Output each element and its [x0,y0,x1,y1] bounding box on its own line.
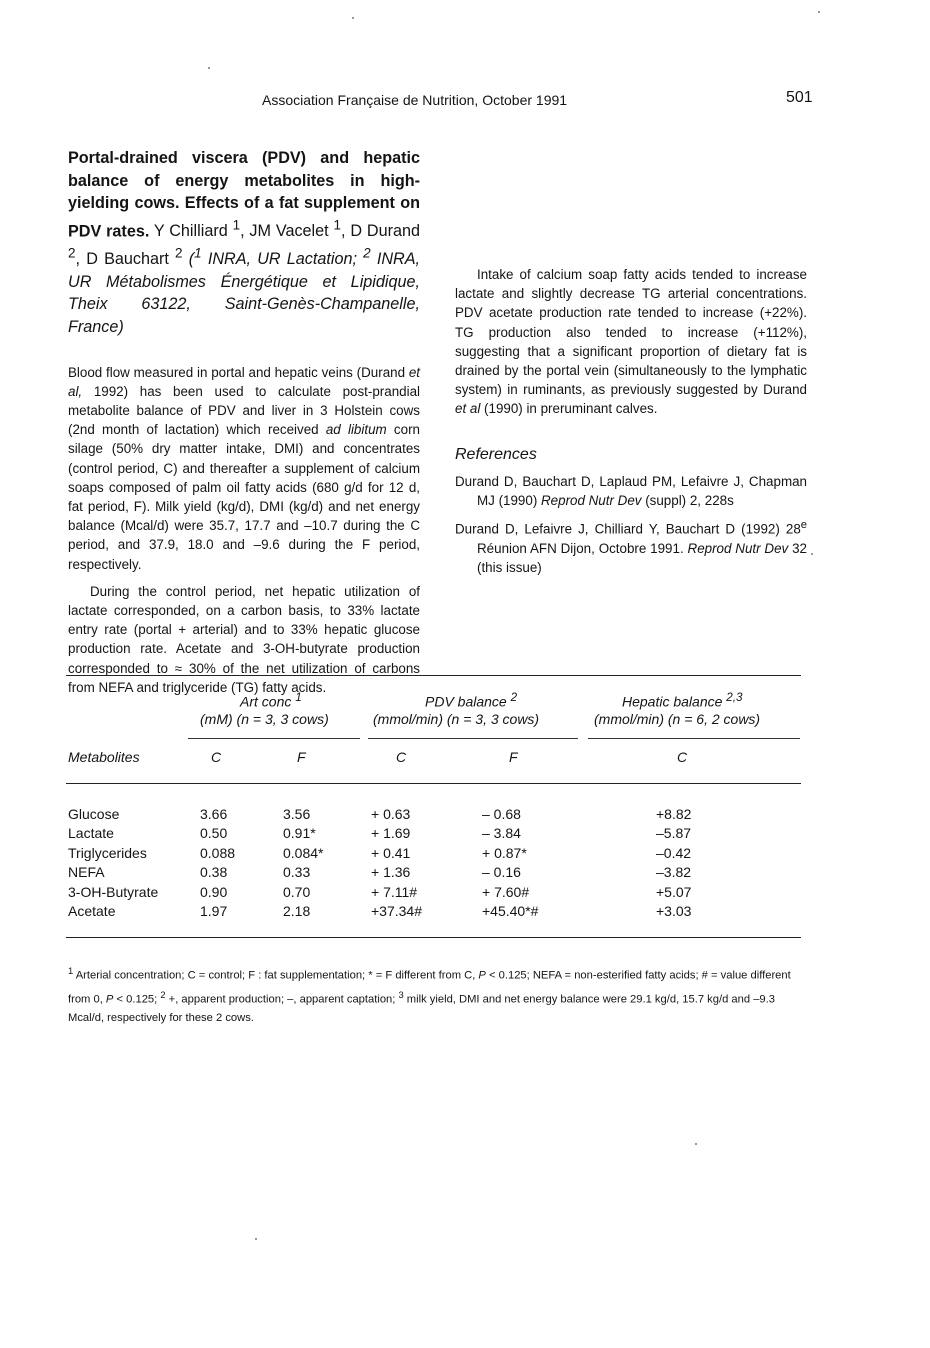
scan-speck [208,67,210,69]
table-cell: +45.40*# [482,903,539,919]
page-number: 501 [786,89,813,106]
table-cell: +5.07 [656,883,692,900]
metabolite-name: Glucose [68,806,120,822]
table-cell: + 0.41 [371,844,411,861]
table-cell: + 0.63 [371,806,411,822]
table-cell: 0.38 [200,864,228,881]
col-label: F [509,749,518,765]
scan-speck [352,17,354,19]
abstract-paragraph: Blood flow measured in portal and hepatic veins (Durand et al, 1992) has been used to calculate post-prandial metabolite balance of PDV and liver in 3 Holstein cows (2nd month of lactation) which received ad libitum corn silage (50% dry matter intake, DMI) and concentrates (control period, C) and thereafter a supplement of calcium soaps composed of palm oil fatty acids (680 g/d for 12 d, fat period, F). Milk yield (kg/d), DMI (kg/d) and net energy balance (Mcal/d) were 35.7, 17.7 and –10.7 during the C period, and 37.9, 18.0 and –9.6 during the F period, respectively. [68,364,420,572]
metabolite-name: Lactate [68,825,114,842]
table-cell: 0.33 [283,864,311,881]
group-subheader-pdv-balance: (mmol/min) (n = 3, 3 cows) [373,711,540,727]
metabolite-name: NEFA [68,864,105,881]
table-cell: 0.70 [283,883,311,900]
group-subheader-hepatic-balance: (mmol/min) (n = 6, 2 cows) [594,711,761,727]
table-cell: + 1.36 [371,864,411,881]
group-header-art-conc: Art conc $^1$ [240,691,302,710]
table-cell: – 0.16 [482,864,521,881]
table-header-rule [66,783,801,784]
table-cell: 0.90 [200,883,228,900]
reference-item: Durand D, Lefaivre J, Chilliard Y, Bauchart D (1992) 28e Réunion AFN Dijon, Octobre 1991. Reprod Nutr Dev 32 (this issue) [455,519,807,576]
table-cell: –3.82 [656,864,692,881]
table-footnote: $^1$ Arterial concentration; C = control; F : fat supplementation; * = F different from C, P < 0.125; NEFA = non-esterified fatty acids; # = value different from 0, P < 0.125; $^2$ +, apparent production; –, apparent captation; $^3$ milk yield, DMI and net energy balance were 29.1 kg/d, 15.7 kg/d and –9.3 Mcal/d, respectively for these 2 cows. [68,966,791,1025]
table-cell: 2.18 [283,903,311,919]
col-label: F [297,749,306,765]
scan-speck [811,553,813,555]
table-cell: + 1.69 [371,825,411,842]
table-cell: –0.42 [656,844,692,861]
table-cell: +3.03 [656,903,692,919]
group-header-pdv-balance: PDV balance $^2$ [425,691,518,710]
table-cell: – 0.68 [482,806,521,822]
paragraph-control-period: During the control period, net hepatic utilization of lactate corresponded, on a carbon basis, to 33% lactate entry rate (portal + arterial) and to 33% hepatic glucose production rate. Acetate and 3-OH-butyrate production corresponded to ≈ 30% of the net utilization of carbons from NEFA and triglyceride (TG) fatty acids. [68,583,420,695]
table-cell: –5.87 [656,825,692,842]
right-column [455,147,807,583]
paragraph-calcium-soap: Intake of calcium soap fatty acids tended to increase lactate and slightly decrease TG arterial concentrations. PDV acetate production rate tended to increase (+22%). TG production also tended to increase (+112%), suggesting that a significant proportion of dietary fat is drained by the portal vein (simultaneously to the lymphatic system) in ruminants, as previously suggested by Durand et al (1990) in preruminant calves. [455,267,807,417]
group-header-hepatic-balance: Hepatic balance $^{2,3}$ [622,691,743,710]
table-cell: 0.91* [283,825,316,842]
group-subheader-art-conc: (mM) (n = 3, 3 cows) [200,711,329,727]
metabolite-name: Acetate [68,903,116,919]
col-label: C [396,749,407,765]
table-cell: – 3.84 [482,825,521,842]
scan-speck [255,1238,257,1240]
table-cell: 0.50 [200,825,228,842]
scan-speck [695,1143,697,1145]
group-rule-pdv [368,738,578,739]
table-top-rule [66,675,801,676]
article-title: Portal-drained viscera (PDV) and hepatic balance of energy metabolites in high-yielding cows. Effects of a fat supplement on PDV rates. [68,149,420,241]
table-cell: 3.66 [200,806,228,822]
metabolite-name: Triglycerides [68,844,147,861]
affiliations: ($^1$ INRA, UR Lactation; $^2$ INRA, UR Métabolismes Énergétique et Lipidique, Theix 63122, Saint-Genès-Champanelle, France) [68,245,420,336]
table-cell: 1.97 [200,903,228,919]
references-heading: References [455,445,537,463]
col-label: C [211,749,222,765]
scan-speck [818,11,820,13]
table-cell: +8.82 [656,806,692,822]
col-label: C [677,749,688,765]
running-head: Association Française de Nutrition, October 1991 [262,92,568,108]
table-cell: 0.084* [283,844,324,861]
group-rule-art-conc [188,738,360,739]
table-cell: +37.34# [371,903,422,919]
table-cell: 0.088 [200,844,236,861]
reference-item: Durand D, Bauchart D, Laplaud PM, Lefaivre J, Chapman MJ (1990) Reprod Nutr Dev (suppl) 2, 228s [455,473,807,509]
table-bottom-rule [66,937,801,938]
group-rule-hepatic [588,738,800,739]
stub-header: Metabolites [68,749,140,765]
article-title-block [68,147,420,339]
table-cell: + 7.60# [482,883,530,900]
metabolite-name: 3-OH-Butyrate [68,883,159,900]
table-cell: + 7.11# [371,883,418,900]
authors: Y Chilliard $^1$, JM Vacelet $^1$, D Durand $^2$, D Bauchart $^2$ [68,217,420,269]
table-cell: + 0.87* [482,844,527,861]
table-cell: 3.56 [283,806,311,822]
left-column [68,147,420,697]
